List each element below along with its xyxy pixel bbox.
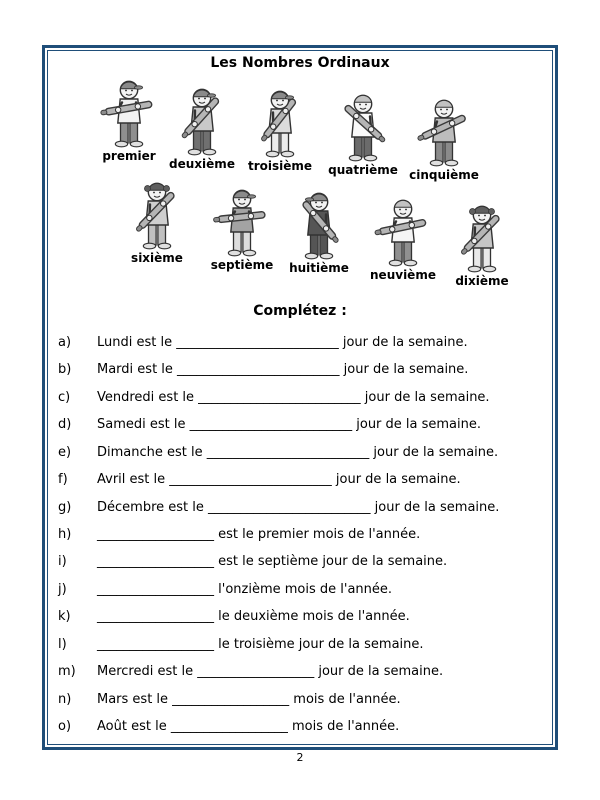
exercise-letter: a) bbox=[58, 335, 72, 350]
exercise-text: Vendredi est le _________________________ jour de la semaine. bbox=[97, 390, 490, 405]
ordinal-label: sixième bbox=[131, 251, 183, 265]
ordinal-figure bbox=[204, 187, 280, 272]
ordinal-label: neuvième bbox=[370, 268, 436, 282]
exercise-text: Décembre est le _________________________ jour de la semaine. bbox=[97, 500, 500, 515]
exercise-letter: n) bbox=[58, 692, 72, 707]
ordinal-label: septième bbox=[210, 258, 274, 272]
exercise-text: Samedi est le _________________________ jour de la semaine. bbox=[97, 417, 482, 432]
exercise-text: Mardi est le _________________________ jour de la semaine. bbox=[97, 362, 469, 377]
exercise-letter: f) bbox=[58, 472, 68, 487]
ordinal-figure bbox=[242, 88, 318, 173]
ordinal-label: quatrième bbox=[328, 163, 398, 177]
exercise-item bbox=[58, 636, 560, 654]
exercise-item bbox=[58, 471, 560, 489]
exercise-letter: m) bbox=[58, 664, 76, 679]
exercise-letter: l) bbox=[58, 637, 67, 652]
child-with-bat-illustration bbox=[210, 187, 274, 257]
exercise-item bbox=[58, 499, 560, 517]
exercise-letter: j) bbox=[58, 582, 67, 597]
exercise-letter: c) bbox=[58, 390, 71, 405]
completez-heading: Complétez : bbox=[253, 303, 347, 319]
exercise-item bbox=[58, 389, 560, 407]
exercise-letter: e) bbox=[58, 445, 72, 460]
page-number: 2 bbox=[296, 751, 304, 764]
exercise-item bbox=[58, 581, 560, 599]
exercise-item bbox=[58, 416, 560, 434]
exercise-item bbox=[58, 361, 560, 379]
exercise-letter: k) bbox=[58, 609, 71, 624]
ordinal-label: troisième bbox=[247, 159, 313, 173]
ordinal-figure bbox=[91, 78, 167, 163]
exercise-text: Mars est le __________________ mois de l'année. bbox=[97, 692, 401, 707]
exercise-item bbox=[58, 691, 560, 709]
exercise-text: Août est le __________________ mois de l'année. bbox=[97, 719, 400, 734]
exercise-letter: g) bbox=[58, 500, 72, 515]
worksheet-title: Les Nombres Ordinaux bbox=[210, 55, 390, 71]
exercise-text: __________________ le troisième jour de la semaine. bbox=[97, 637, 424, 652]
child-with-bat-illustration bbox=[170, 86, 234, 156]
exercise-item bbox=[58, 663, 560, 681]
child-with-bat-illustration bbox=[287, 190, 351, 260]
ordinal-label: premier bbox=[102, 149, 156, 163]
exercise-item bbox=[58, 526, 560, 544]
exercise-text: __________________ l'onzième mois de l'année. bbox=[97, 582, 393, 597]
exercise-text: __________________ est le septième jour de la semaine. bbox=[97, 554, 448, 569]
child-with-bat-illustration bbox=[331, 92, 395, 162]
exercise-letter: b) bbox=[58, 362, 72, 377]
child-with-bat-illustration bbox=[248, 88, 312, 158]
exercise-text: Lundi est le _________________________ jour de la semaine. bbox=[97, 335, 468, 350]
exercise-text: Mercredi est le __________________ jour de la semaine. bbox=[97, 664, 444, 679]
ordinal-label: cinquième bbox=[409, 168, 479, 182]
exercise-text: Avril est le _________________________ jour de la semaine. bbox=[97, 472, 461, 487]
ordinal-label: huitième bbox=[289, 261, 349, 275]
exercise-letter: d) bbox=[58, 417, 72, 432]
ordinal-figure bbox=[164, 86, 240, 171]
child-with-bat-illustration bbox=[97, 78, 161, 148]
ordinal-label: deuxième bbox=[169, 157, 235, 171]
ordinal-figure bbox=[365, 197, 441, 282]
exercise-item bbox=[58, 718, 560, 736]
ordinal-figure bbox=[444, 203, 520, 288]
child-with-bat-illustration bbox=[412, 97, 476, 167]
exercise-letter: o) bbox=[58, 719, 72, 734]
ordinal-figure bbox=[281, 190, 357, 275]
child-with-bat-illustration bbox=[371, 197, 435, 267]
child-with-bat-illustration bbox=[125, 180, 189, 250]
ordinal-figure bbox=[119, 180, 195, 265]
exercise-item bbox=[58, 334, 560, 352]
ordinal-label: dixième bbox=[455, 274, 509, 288]
exercise-item bbox=[58, 608, 560, 626]
exercise-item bbox=[58, 553, 560, 571]
ordinal-figure bbox=[406, 97, 482, 182]
exercise-text: __________________ le deuxième mois de l'année. bbox=[97, 609, 410, 624]
ordinal-figure bbox=[325, 92, 401, 177]
exercise-letter: i) bbox=[58, 554, 67, 569]
exercise-text: __________________ est le premier mois de l'année. bbox=[97, 527, 421, 542]
child-with-bat-illustration bbox=[450, 203, 514, 273]
exercise-item bbox=[58, 444, 560, 462]
exercise-text: Dimanche est le _________________________ jour de la semaine. bbox=[97, 445, 499, 460]
exercise-letter: h) bbox=[58, 527, 72, 542]
